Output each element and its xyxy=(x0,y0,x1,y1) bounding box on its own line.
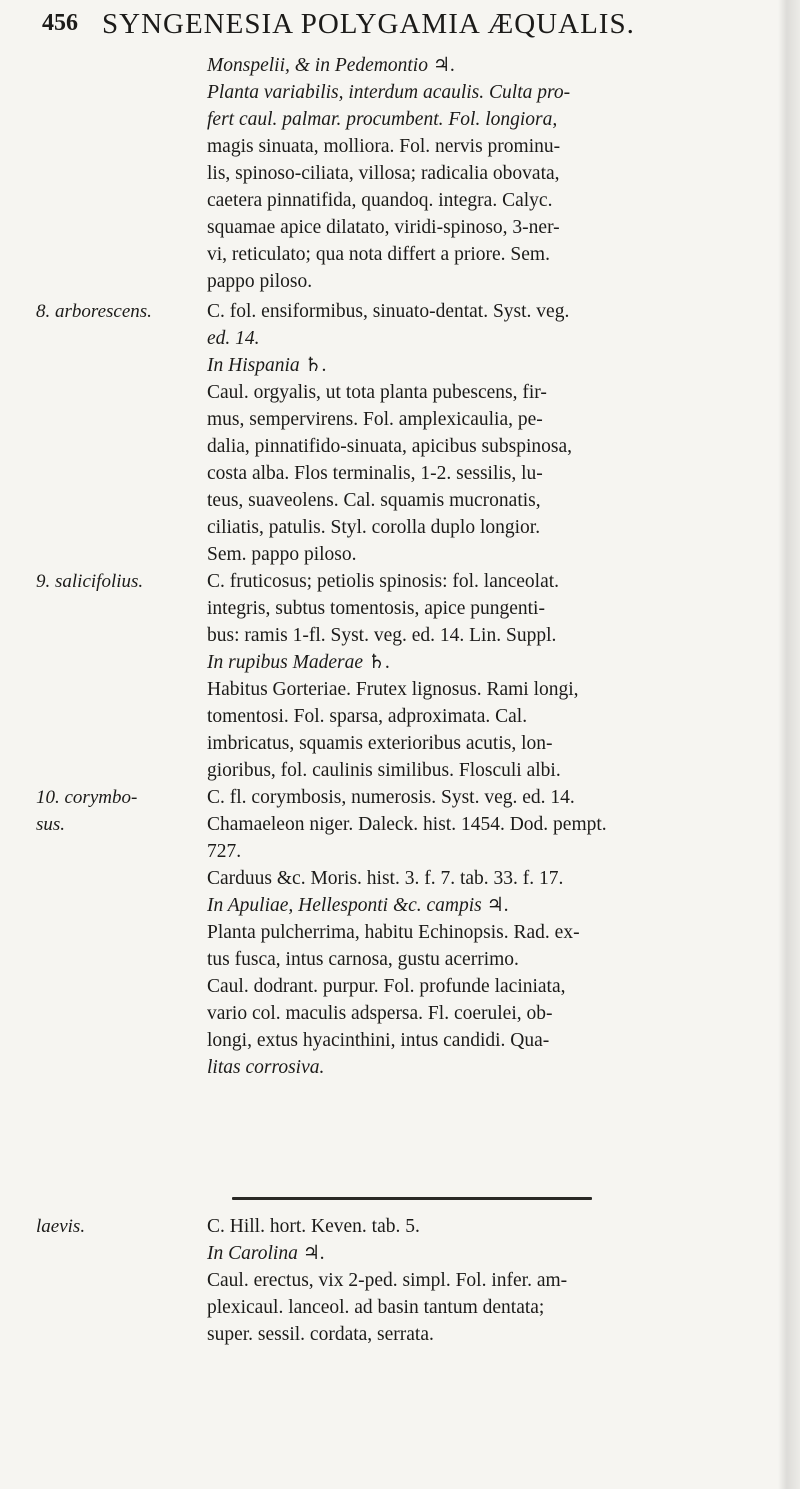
text-line: imbricatus, squamis exterioribus acutis, lon- xyxy=(207,733,553,754)
text-line: ed. 14. xyxy=(207,328,260,349)
text-line: Habitus Gorteriae. Frutex lignosus. Rami longi, xyxy=(207,679,579,700)
species-label: 10. corymbo- sus. xyxy=(36,787,138,835)
page-header xyxy=(36,8,756,48)
text-line: Sem. pappo piloso. xyxy=(207,544,357,565)
text-line: C. fol. ensiformibus, sinuato-dentat. Syst. veg. xyxy=(207,301,570,322)
text-line: lis, spinoso-ciliata, villosa; radicalia obovata, xyxy=(207,163,560,184)
text-line: C. fl. corymbosis, numerosis. Syst. veg. ed. 14. xyxy=(207,787,575,808)
text-line: fert caul. palmar. procumbent. Fol. longiora, xyxy=(207,109,558,130)
text-line: In Hispania ♄. xyxy=(207,355,327,376)
text-line: squamae apice dilatato, viridi-spinoso, 3-ner- xyxy=(207,217,560,238)
text-line: Monspelii, & in Pedemontio ♃. xyxy=(207,55,456,76)
entry-salicifolius xyxy=(36,568,776,788)
text-line: gioribus, fol. caulinis similibus. Flosculi albi. xyxy=(207,760,561,781)
text-line: In Apuliae, Hellesponti &c. campis ♃. xyxy=(207,895,509,916)
text-line: C. fruticosus; petiolis spinosis: fol. lanceolat. xyxy=(207,571,560,592)
species-label: 8. arborescens. xyxy=(36,301,152,322)
text-line: mus, sempervirens. Fol. amplexicaulia, pe- xyxy=(207,409,543,430)
entry-corymbosus xyxy=(36,784,776,1084)
text-line: vario col. maculis adspersa. Fl. coerulei, ob- xyxy=(207,1003,553,1024)
entry-body xyxy=(207,1213,769,1348)
text-line: pappo piloso. xyxy=(207,271,313,292)
section-rule xyxy=(232,1197,592,1200)
page-number: 456 xyxy=(42,10,78,36)
entry-body xyxy=(207,784,769,1081)
text-line: tomentosi. Fol. sparsa, adproximata. Cal. xyxy=(207,706,528,727)
text-line: Planta variabilis, interdum acaulis. Culta pro- xyxy=(207,82,571,103)
text-line: In rupibus Maderae ♄. xyxy=(207,652,391,673)
entry-body xyxy=(207,52,769,295)
page-gutter-shadow xyxy=(778,0,800,1489)
species-label: laevis. xyxy=(36,1216,86,1237)
text-line: ciliatis, patulis. Styl. corolla duplo longior. xyxy=(207,517,541,538)
text-line: Caul. erectus, vix 2-ped. simpl. Fol. infer. am- xyxy=(207,1270,568,1291)
text-line: Chamaeleon niger. Daleck. hist. 1454. Dod. pempt. xyxy=(207,814,607,835)
running-title: SYNGENESIA POLYGAMIA ÆQUALIS. xyxy=(102,8,635,40)
text-line: Planta pulcherrima, habitu Echinopsis. Rad. ex- xyxy=(207,922,580,943)
text-line: In Carolina ♃. xyxy=(207,1243,326,1264)
text-line: Caul. orgyalis, ut tota planta pubescens, fir- xyxy=(207,382,547,403)
text-line: C. Hill. hort. Keven. tab. 5. xyxy=(207,1216,420,1237)
text-line: 727. xyxy=(207,841,242,862)
entry-arborescens xyxy=(36,298,776,598)
text-line: bus: ramis 1-fl. Syst. veg. ed. 14. Lin. Suppl. xyxy=(207,625,557,646)
entry-continuation xyxy=(36,52,776,297)
text-line: Caul. dodrant. purpur. Fol. profunde laciniata, xyxy=(207,976,566,997)
text-line: caetera pinnatifida, quandoq. integra. Calyc. xyxy=(207,190,553,211)
text-line: Carduus &c. Moris. hist. 3. f. 7. tab. 33. f. 17. xyxy=(207,868,564,889)
text-line: integris, subtus tomentosis, apice pungenti- xyxy=(207,598,545,619)
text-line: magis sinuata, molliora. Fol. nervis prominu- xyxy=(207,136,561,157)
species-label: 9. salicifolius. xyxy=(36,571,144,592)
text-line: plexicaul. lanceol. ad basin tantum dentata; xyxy=(207,1297,545,1318)
text-line: vi, reticulato; qua nota differt a priore. Sem. xyxy=(207,244,550,265)
entry-laevis xyxy=(36,1213,776,1363)
text-line: tus fusca, intus carnosa, gustu acerrimo. xyxy=(207,949,519,970)
entry-body xyxy=(207,298,769,568)
text-line: dalia, pinnatifido-sinuata, apicibus subspinosa, xyxy=(207,436,573,457)
text-line: longi, extus hyacinthini, intus candidi. Qua- xyxy=(207,1030,550,1051)
text-line: litas corrosiva. xyxy=(207,1057,325,1078)
text-line: teus, suaveolens. Cal. squamis mucronatis, xyxy=(207,490,541,511)
text-line: costa alba. Flos terminalis, 1-2. sessilis, lu- xyxy=(207,463,543,484)
entry-body xyxy=(207,568,769,784)
text-line: super. sessil. cordata, serrata. xyxy=(207,1324,434,1345)
